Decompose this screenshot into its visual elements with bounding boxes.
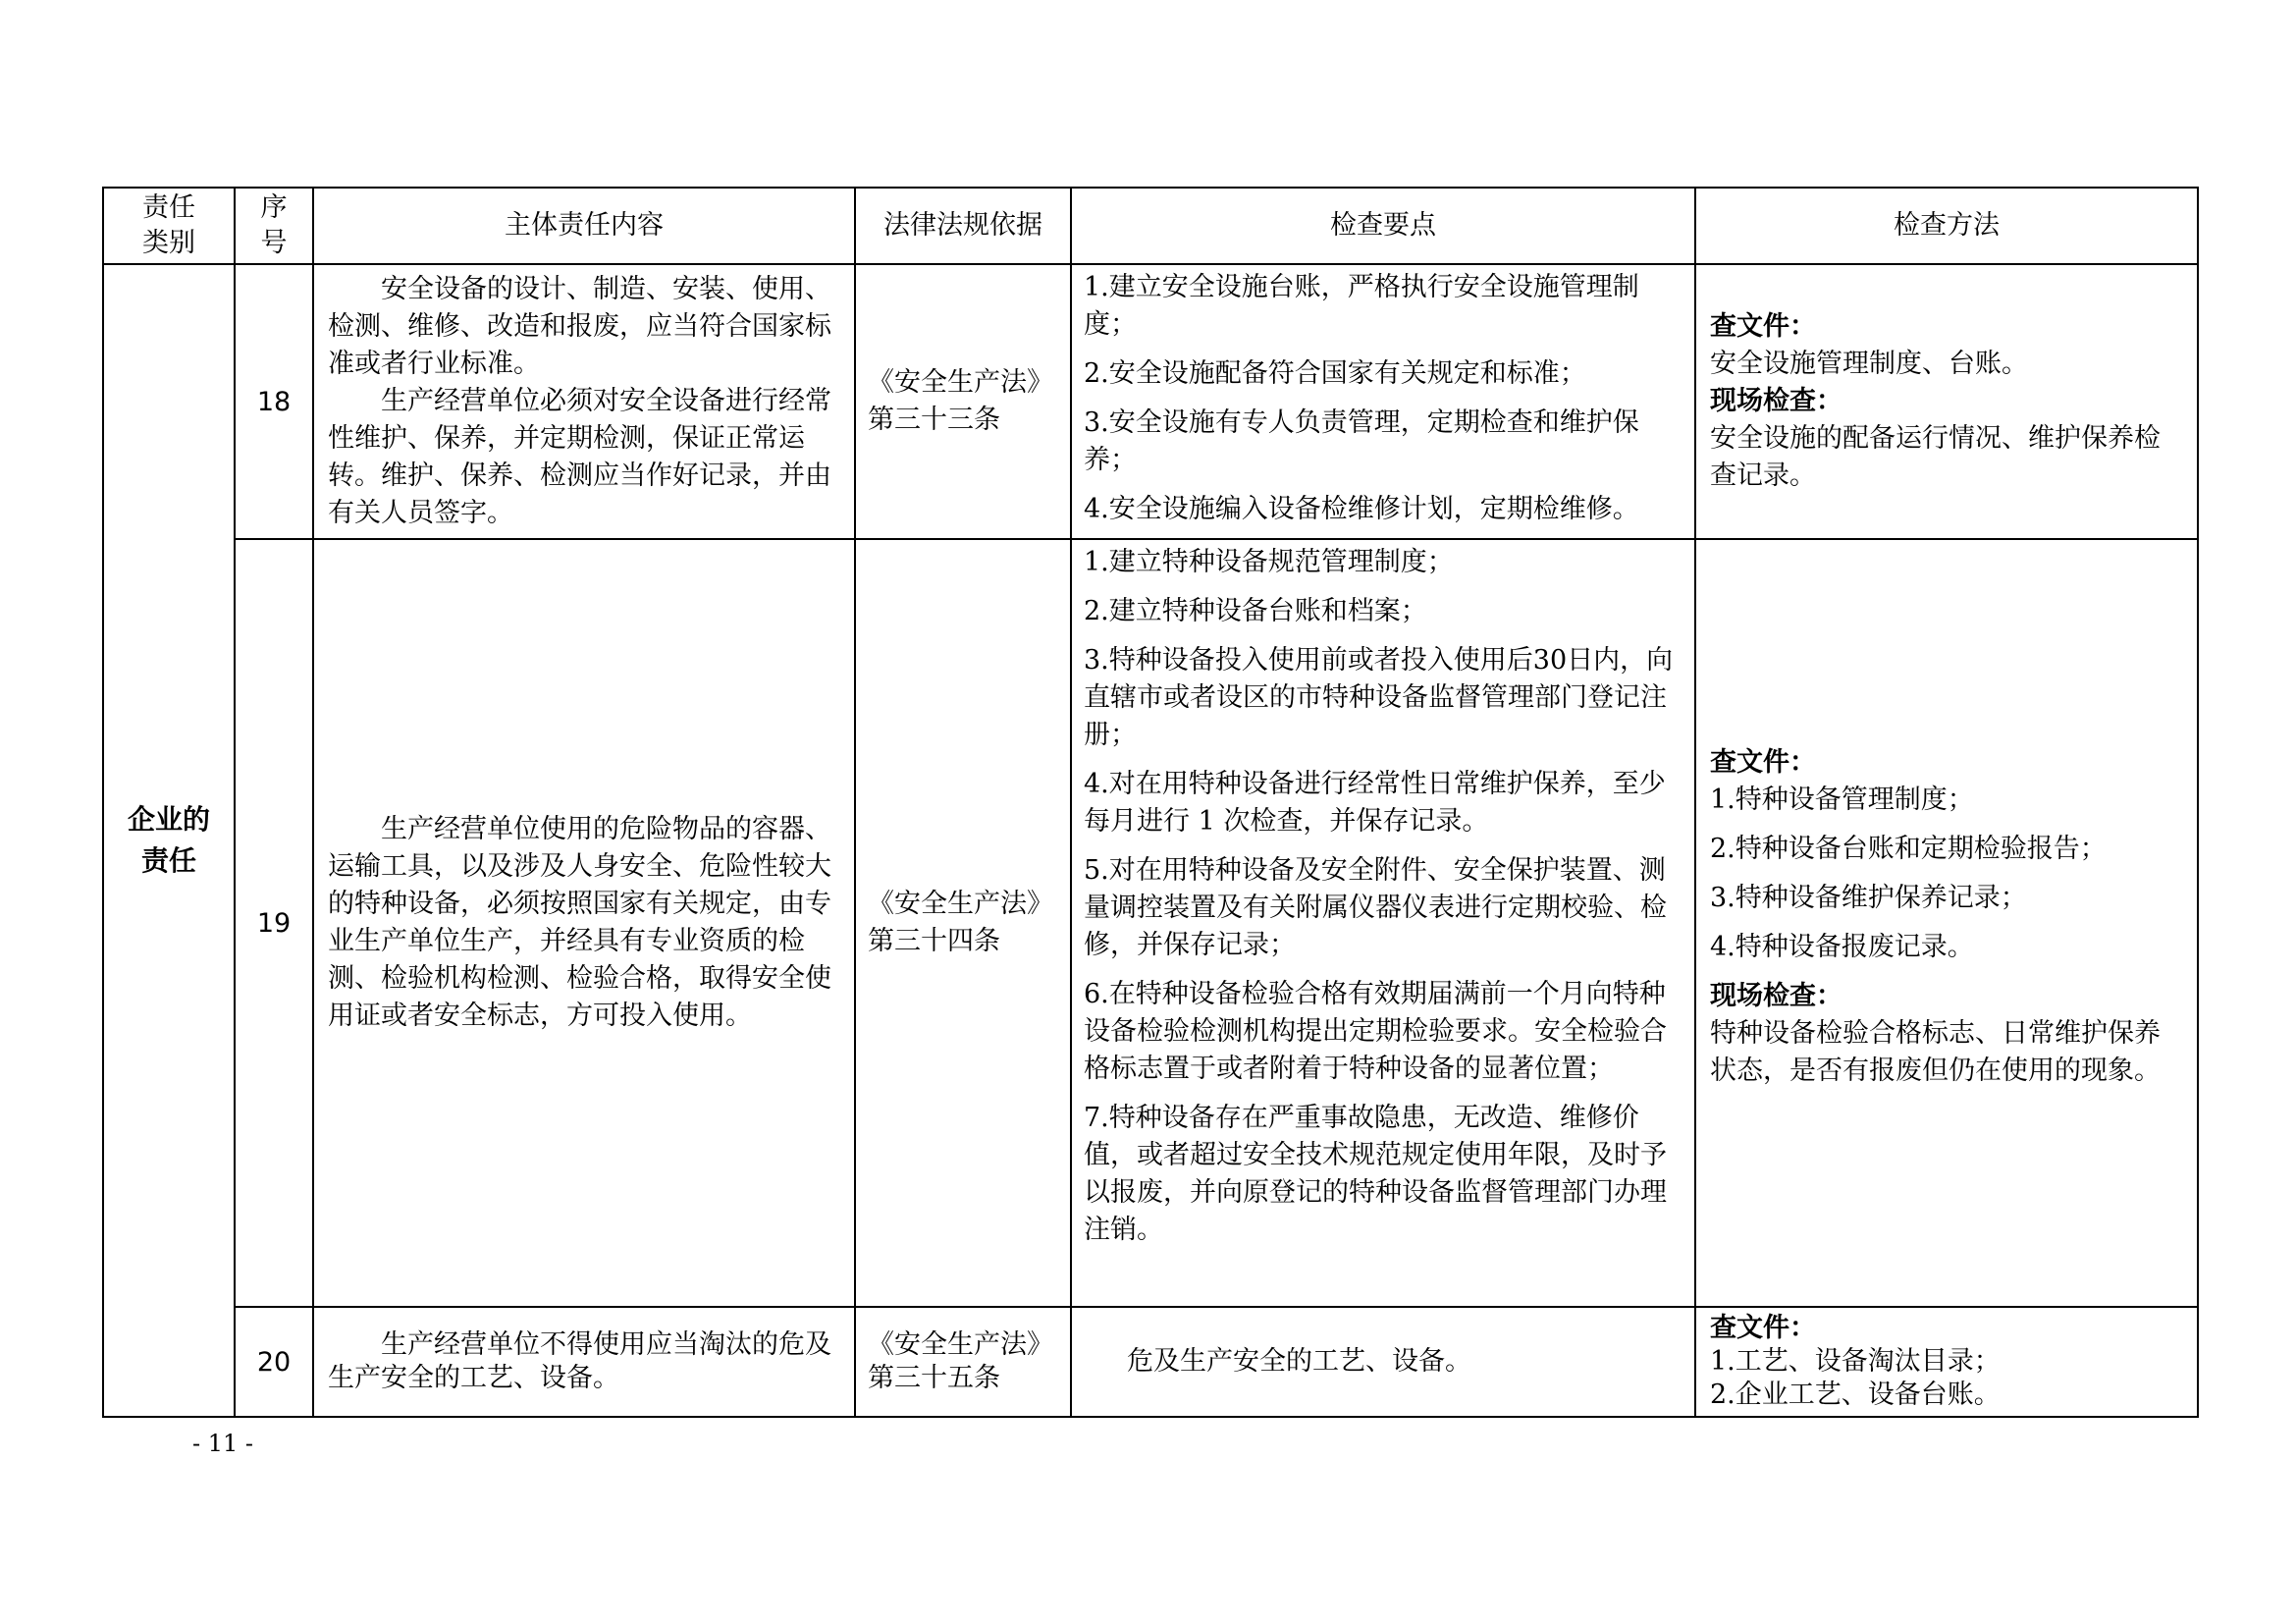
- check-points: [1071, 264, 1695, 539]
- site-check-item: 特种设备检验合格标志、日常维护保养状态，是否有报废但仍在使用的现象。: [1710, 1018, 2161, 1086]
- check-point-item: 4.对在用特种设备进行经常性日常维护保养，至少每月进行 1 次检查，并保存记录。: [1084, 769, 1666, 837]
- category-line2: 责任: [140, 844, 196, 877]
- responsibility-content: [313, 264, 855, 539]
- check-point-item: 2.安全设施配备符合国家有关规定和标准；: [1084, 358, 1586, 389]
- row-number: 18: [235, 264, 313, 539]
- site-check-item: 安全设施的配备运行情况、维护保养检查记录。: [1710, 423, 2161, 491]
- doc-check-item: 1.特种设备管理制度；: [1710, 785, 1974, 815]
- check-point-item: 2.建立特种设备台账和档案；: [1084, 596, 1427, 626]
- table-row: [103, 264, 2198, 539]
- content-paragraph: 安全设备的设计、制造、安装、使用、检测、维修、改造和报废，应当符合国家标准或者行业标准。: [328, 274, 831, 379]
- doc-check-item: 3.特种设备维护保养记录；: [1710, 883, 2027, 913]
- header-category: [103, 188, 235, 264]
- check-point-item: 6.在特种设备检验合格有效期届满前一个月向特种设备检验检测机构提出定期检验要求。安全检验合格标志置于或者附着于特种设备的显著位置；: [1084, 979, 1667, 1084]
- doc-check-item: 安全设施管理制度、台账。: [1710, 349, 2028, 379]
- doc-check-item: 2.特种设备台账和定期检验报告；: [1710, 834, 2107, 864]
- header-law: 法律法规依据: [855, 188, 1071, 264]
- header-category-line1: 责任: [142, 192, 195, 223]
- inspection-table: [102, 187, 2199, 1418]
- doc-check-label: 查文件：: [1710, 747, 1816, 778]
- check-points: [1071, 1307, 1695, 1417]
- row-number: 19: [235, 539, 313, 1307]
- check-method: [1695, 1307, 2198, 1417]
- category-line1: 企业的: [127, 803, 210, 836]
- header-method: 检查方法: [1695, 188, 2198, 264]
- row-number: 20: [235, 1307, 313, 1417]
- law-name: 《安全生产法》: [868, 1329, 1053, 1360]
- check-point-item: 7.特种设备存在严重事故隐患，无改造、维修价值，或者超过安全技术规范规定使用年限，及时予以报废，并向原登记的特种设备监督管理部门办理注销。: [1084, 1103, 1667, 1245]
- header-points: 检查要点: [1071, 188, 1695, 264]
- doc-check-item: 4.特种设备报废记录。: [1710, 932, 1974, 962]
- law-basis: [855, 539, 1071, 1307]
- responsibility-content: [313, 1307, 855, 1417]
- law-article: 第三十三条: [868, 405, 1000, 435]
- table-header-row: [103, 188, 2198, 264]
- header-number: [235, 188, 313, 264]
- law-article: 第三十五条: [868, 1363, 1000, 1393]
- doc-check-item: 1.工艺、设备淘汰目录；: [1710, 1346, 2001, 1377]
- content-paragraph: 生产经营单位使用的危险物品的容器、运输工具，以及涉及人身安全、危险性较大的特种设备，必须按照国家有关规定，由专业生产单位生产，并经具有专业资质的检测、检验机构检测、检验合格，取得安全使用证或者安全标志，方可投入使用。: [328, 814, 831, 1031]
- check-point-item: 1.建立特种设备规范管理制度；: [1084, 547, 1454, 577]
- header-category-line2: 类别: [142, 228, 195, 258]
- check-point-item: 3.特种设备投入使用前或者投入使用后30日内，向直辖市或者设区的市特种设备监督管理部门登记注册；: [1084, 645, 1674, 750]
- content-paragraph: 生产经营单位不得使用应当淘汰的危及生产安全的工艺、设备。: [328, 1329, 831, 1393]
- doc-check-label: 查文件：: [1710, 311, 1816, 342]
- check-point-item: 1.建立安全设施台账，严格执行安全设施管理制度；: [1084, 272, 1639, 340]
- category-cell: [103, 264, 235, 1417]
- check-point-item: 4.安全设施编入设备检维修计划，定期检维修。: [1084, 494, 1639, 524]
- law-article: 第三十四条: [868, 926, 1000, 956]
- site-check-label: 现场检查：: [1710, 981, 1842, 1011]
- doc-check-label: 查文件：: [1710, 1313, 1816, 1343]
- check-point-item: 5.对在用特种设备及安全附件、安全保护装置、测量调控装置及有关附属仪器仪表进行定期校验、检修，并保存记录；: [1084, 855, 1667, 960]
- header-number-line2: 号: [260, 228, 288, 258]
- check-method: [1695, 264, 2198, 539]
- responsibility-content: [313, 539, 855, 1307]
- check-method: [1695, 539, 2198, 1307]
- check-point-item: 3.安全设施有专人负责管理，定期检查和维护保养；: [1084, 407, 1639, 475]
- table-row: [103, 539, 2198, 1307]
- check-points: [1071, 539, 1695, 1307]
- law-basis: [855, 264, 1071, 539]
- doc-check-item: 2.企业工艺、设备台账。: [1710, 1380, 2001, 1410]
- content-paragraph: 生产经营单位必须对安全设备进行经常性维护、保养，并定期检测，保证正常运转。维护、保养、检测应当作好记录，并由有关人员签字。: [328, 386, 831, 528]
- header-number-line1: 序: [260, 192, 288, 223]
- site-check-label: 现场检查：: [1710, 386, 1842, 416]
- law-basis: [855, 1307, 1071, 1417]
- law-name: 《安全生产法》: [868, 889, 1053, 919]
- page-number: - 11 -: [192, 1430, 254, 1457]
- law-name: 《安全生产法》: [868, 367, 1053, 398]
- check-point-item: 危及生产安全的工艺、设备。: [1127, 1346, 1471, 1377]
- table-row: [103, 1307, 2198, 1417]
- header-content: 主体责任内容: [313, 188, 855, 264]
